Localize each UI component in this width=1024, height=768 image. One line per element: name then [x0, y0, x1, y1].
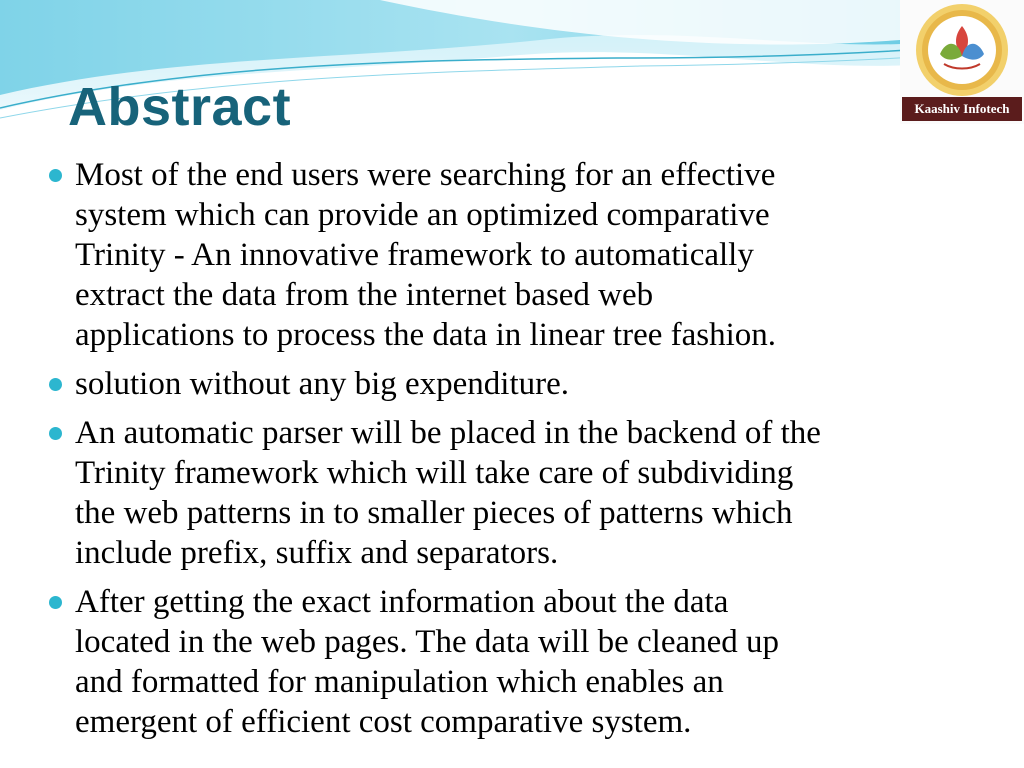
- bullet-item: [48, 155, 988, 355]
- bullet-line: Most of the end users were searching for an effective: [75, 157, 776, 193]
- bullet-line: located in the web pages. The data will be cleaned up: [75, 624, 780, 660]
- bullet-line: emergent of efficient cost comparative system.: [75, 704, 692, 740]
- slide-title: Abstract: [68, 77, 292, 137]
- bullet-line: An automatic parser will be placed in the backend of the: [75, 415, 821, 451]
- bullet-dot-icon: [49, 427, 62, 440]
- bullet-line: and formatted for manipulation which enables an: [75, 664, 724, 700]
- bullet-line: After getting the exact information about the data: [75, 584, 729, 620]
- bullet-dot-icon: [49, 378, 62, 391]
- company-logo: [900, 0, 1024, 124]
- bullet-line: applications to process the data in linear tree fashion.: [75, 317, 777, 353]
- bullet-text: [75, 155, 988, 355]
- bullet-text: [75, 364, 988, 404]
- bullet-line: Trinity framework which will take care of subdividing: [75, 455, 794, 491]
- bullet-dot-icon: [49, 169, 62, 182]
- logo-emblem-icon: [900, 0, 1024, 100]
- bullet-line: include prefix, suffix and separators.: [75, 535, 559, 571]
- logo-text: Kaashiv Infotech: [902, 97, 1022, 121]
- bullet-line: system which can provide an optimized comparative: [75, 197, 770, 233]
- bullet-item: [48, 364, 988, 404]
- bullet-item: [48, 582, 988, 742]
- bullet-line: Trinity - An innovative framework to automatically: [75, 237, 754, 273]
- bullet-text: [75, 413, 988, 573]
- bullet-text: [75, 582, 988, 742]
- bullet-dot-icon: [49, 596, 62, 609]
- bullet-line: solution without any big expenditure.: [75, 366, 570, 402]
- bullet-item: [48, 413, 988, 573]
- bullet-line: the web patterns in to smaller pieces of patterns which: [75, 495, 793, 531]
- bullet-list: [48, 155, 988, 751]
- bullet-line: extract the data from the internet based web: [75, 277, 654, 313]
